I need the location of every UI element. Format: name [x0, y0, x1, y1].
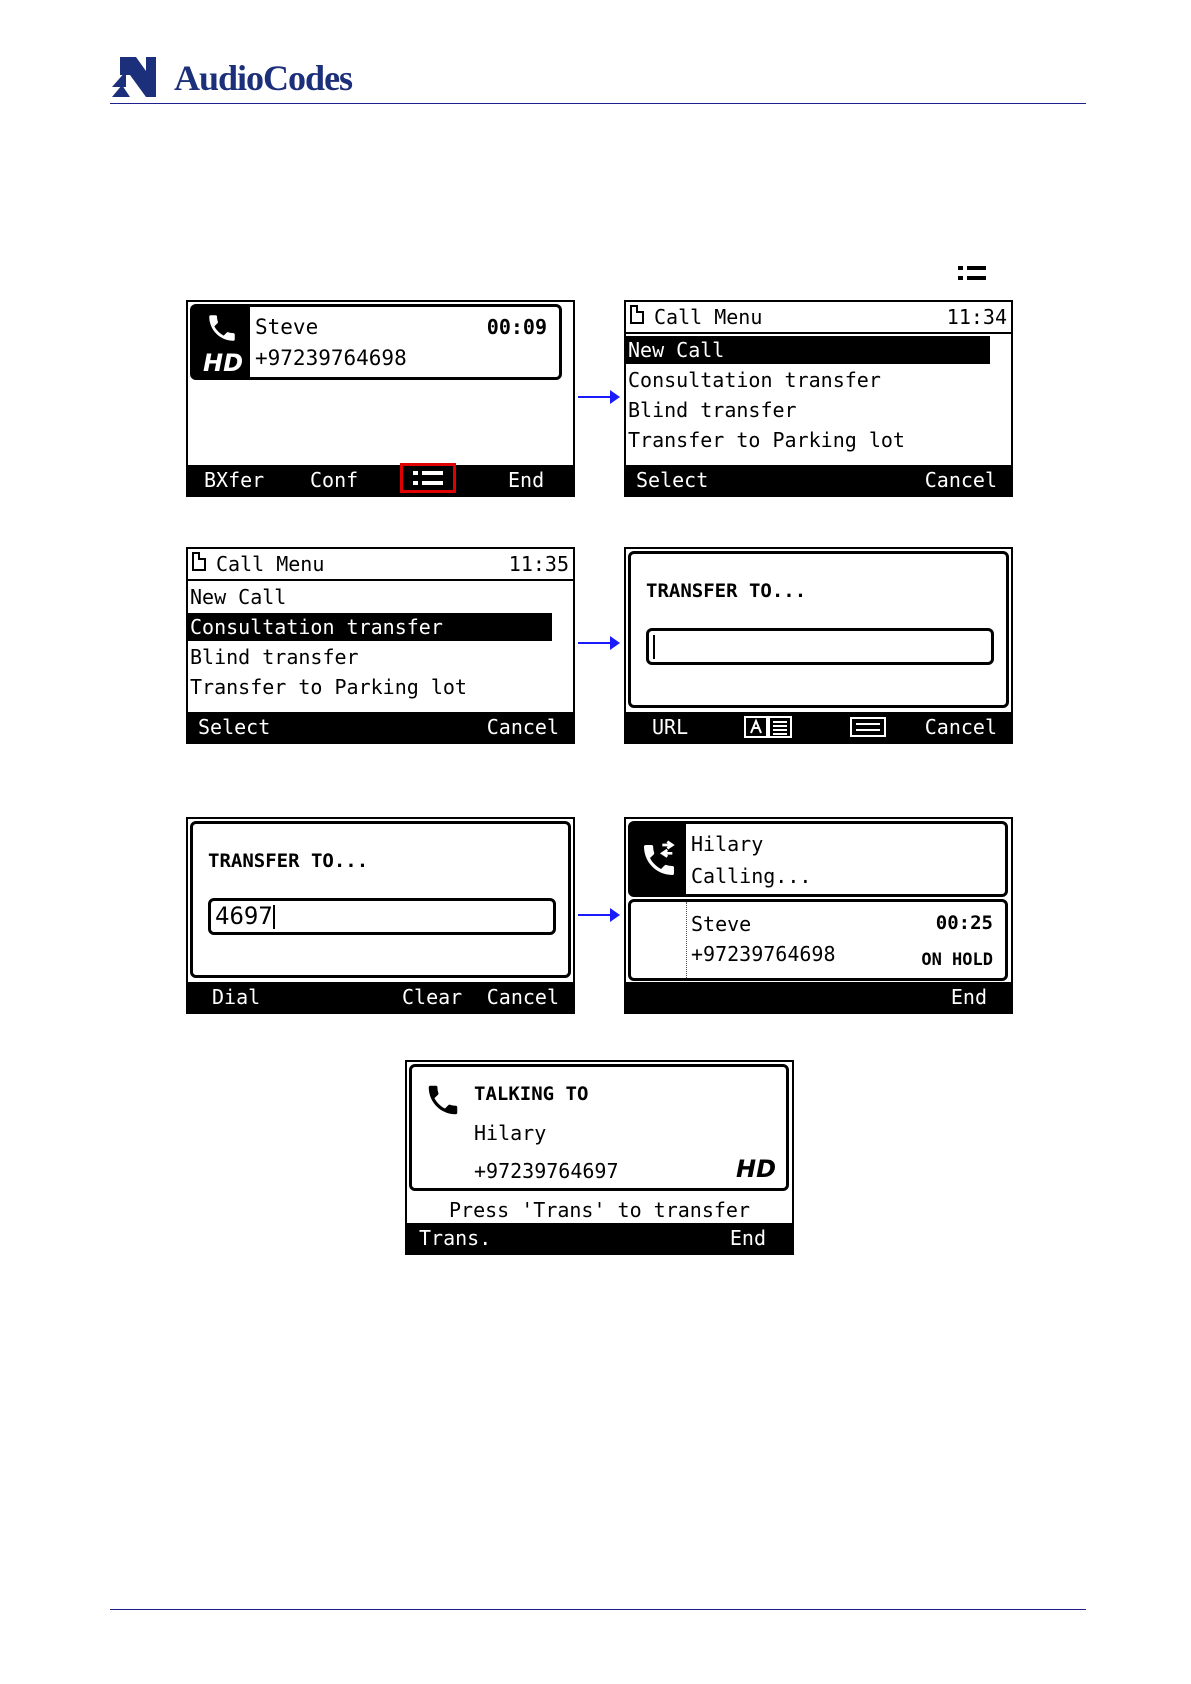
softkey-end[interactable]: End [508, 468, 545, 492]
callee-name: Hilary [691, 832, 764, 856]
caller-name: Steve [255, 315, 319, 339]
flow-arrow [578, 914, 618, 916]
transfer-panel [628, 551, 1009, 708]
brand-name: AudioCodes [174, 58, 353, 98]
held-caller-number: +97239764698 [691, 942, 836, 966]
menu-item-new-call[interactable]: New Call [626, 336, 990, 364]
transfer-number-input[interactable] [646, 628, 994, 665]
on-hold-badge: ON HOLD [921, 950, 993, 970]
held-call-timer: 00:25 [935, 912, 993, 934]
softkey-conf[interactable]: Conf [310, 468, 359, 492]
menu-item-consultation-transfer[interactable]: Consultation transfer [188, 613, 552, 641]
screen-transfer-to-filled [186, 817, 575, 1014]
call-timer: 00:09 [486, 315, 547, 339]
transfer-heading: TRANSFER TO... [646, 580, 807, 602]
hd-badge: HD [735, 1155, 776, 1183]
clock-time: 11:34 [946, 305, 1007, 329]
softkey-bxfer[interactable]: BXfer [204, 468, 265, 492]
screen-talking-to [405, 1060, 794, 1255]
softkey-bar [188, 982, 573, 1012]
menu-item-consultation-transfer[interactable]: Consultation transfer [628, 368, 881, 392]
talking-panel [409, 1064, 789, 1191]
screen-calling-hold [624, 817, 1013, 1014]
footer-rule [110, 1609, 1086, 1610]
softkey-trans[interactable]: Trans. [419, 1226, 492, 1250]
menu-titlebar [188, 549, 573, 581]
caller-number: +97239764698 [255, 346, 407, 370]
softkey-bar [188, 712, 573, 742]
transfer-hint: Press 'Trans' to transfer [448, 1198, 751, 1222]
menu-icon [958, 262, 988, 282]
menu-item-new-call[interactable]: New Call [190, 585, 287, 609]
softkey-bar [626, 465, 1011, 495]
flow-arrow [578, 396, 618, 398]
call-status: Calling... [691, 864, 812, 888]
menu-item-blind-transfer[interactable]: Blind transfer [628, 398, 797, 422]
phone-icon [205, 311, 239, 345]
audiocodes-logo [112, 55, 372, 105]
text-cursor [273, 905, 275, 929]
softkey-cancel[interactable]: Cancel [486, 985, 559, 1009]
softkey-cancel[interactable]: Cancel [924, 468, 997, 492]
call-card [190, 304, 562, 380]
softkey-select[interactable]: Select [198, 715, 271, 739]
softkey-cancel[interactable]: Cancel [924, 715, 997, 739]
softkey-dial[interactable]: Dial [212, 985, 261, 1009]
screen-active-call [186, 300, 575, 497]
transfer-number-input[interactable] [208, 898, 556, 935]
phone-icon [424, 1081, 462, 1119]
softkey-url[interactable]: URL [652, 715, 689, 739]
audiocodes-logo-mark [112, 57, 172, 99]
screen-call-menu-1 [624, 300, 1013, 497]
transfer-phone-icon [639, 840, 679, 880]
menu-title: Call Menu [216, 552, 325, 576]
directory-book-icon[interactable] [744, 716, 794, 743]
softkey-bar [407, 1223, 792, 1253]
softkey-menu[interactable] [400, 463, 456, 493]
held-caller-name: Steve [691, 912, 752, 936]
transfer-panel [190, 821, 571, 978]
menu-title: Call Menu [654, 305, 763, 329]
screen-call-menu-2 [186, 547, 575, 744]
menu-titlebar [626, 302, 1011, 334]
softkey-bar [188, 465, 573, 495]
softkey-select[interactable]: Select [636, 468, 709, 492]
text-cursor [653, 635, 655, 659]
transfer-heading: TRANSFER TO... [208, 850, 369, 872]
clock-time: 11:35 [508, 552, 569, 576]
document-icon [630, 305, 644, 324]
softkey-bar [626, 982, 1011, 1012]
softkey-bar [626, 712, 1011, 742]
outgoing-call-card [628, 821, 1008, 897]
flow-arrow [578, 642, 618, 644]
list-icon[interactable] [850, 717, 886, 742]
menu-item-blind-transfer[interactable]: Blind transfer [190, 645, 359, 669]
transfer-number-value: 4697 [215, 902, 273, 930]
menu-item-transfer-parking[interactable]: Transfer to Parking lot [190, 675, 467, 699]
screen-transfer-to-empty [624, 547, 1013, 744]
menu-list-icon [413, 469, 443, 487]
softkey-clear[interactable]: Clear [402, 985, 463, 1009]
softkey-cancel[interactable]: Cancel [486, 715, 559, 739]
softkey-end[interactable]: End [950, 985, 987, 1009]
document-icon [192, 552, 206, 571]
softkey-end[interactable]: End [729, 1226, 766, 1250]
talking-number: +97239764697 [474, 1159, 619, 1183]
talking-name: Hilary [474, 1121, 547, 1145]
menu-item-transfer-parking[interactable]: Transfer to Parking lot [628, 428, 905, 452]
held-call-card [628, 899, 1008, 981]
talking-heading: TALKING TO [474, 1083, 589, 1105]
hd-badge: HD [203, 349, 244, 377]
header-rule [110, 103, 1086, 104]
